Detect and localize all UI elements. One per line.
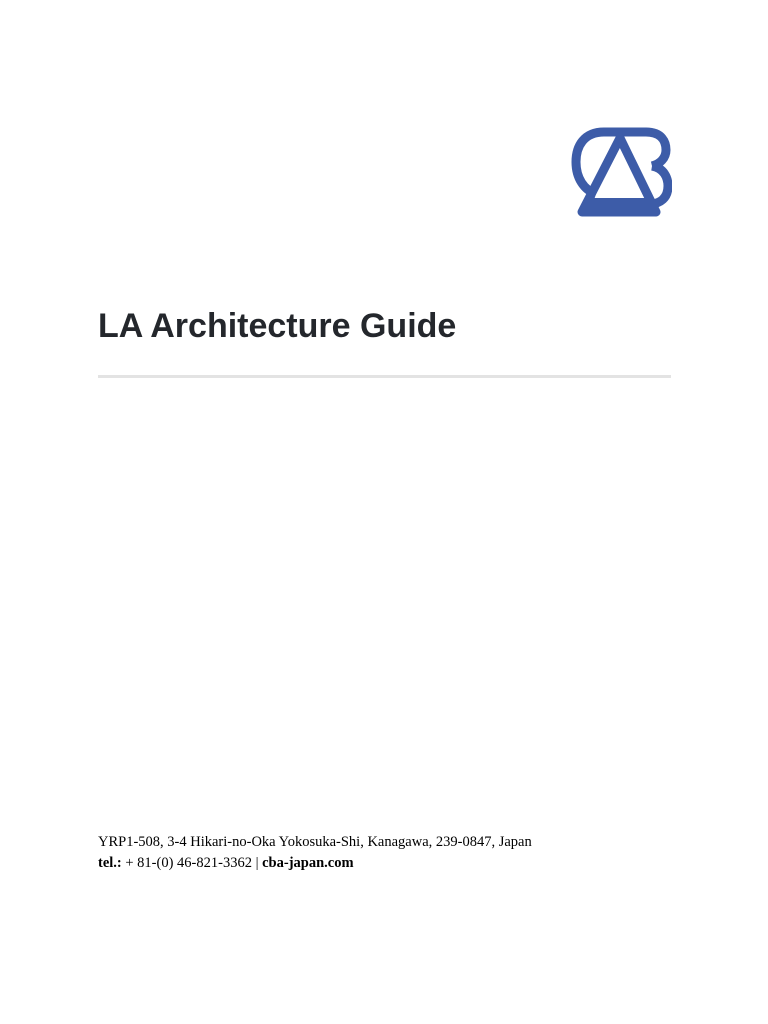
address-text: YRP1-508, 3-4 Hikari-no-Oka Yokosuka-Shi, Kanagawa, 239-0847, Japan xyxy=(98,834,532,850)
company-logo-icon xyxy=(570,126,672,218)
website-link[interactable]: cba-japan.com xyxy=(262,855,354,871)
contact-footer xyxy=(98,832,532,874)
document-title: LA Architecture Guide xyxy=(98,307,457,345)
tel-value: + 81-(0) 46-821-3362 | xyxy=(121,855,263,871)
contact-line xyxy=(98,853,532,874)
tel-label: tel.: xyxy=(98,855,122,871)
title-divider xyxy=(98,375,671,378)
